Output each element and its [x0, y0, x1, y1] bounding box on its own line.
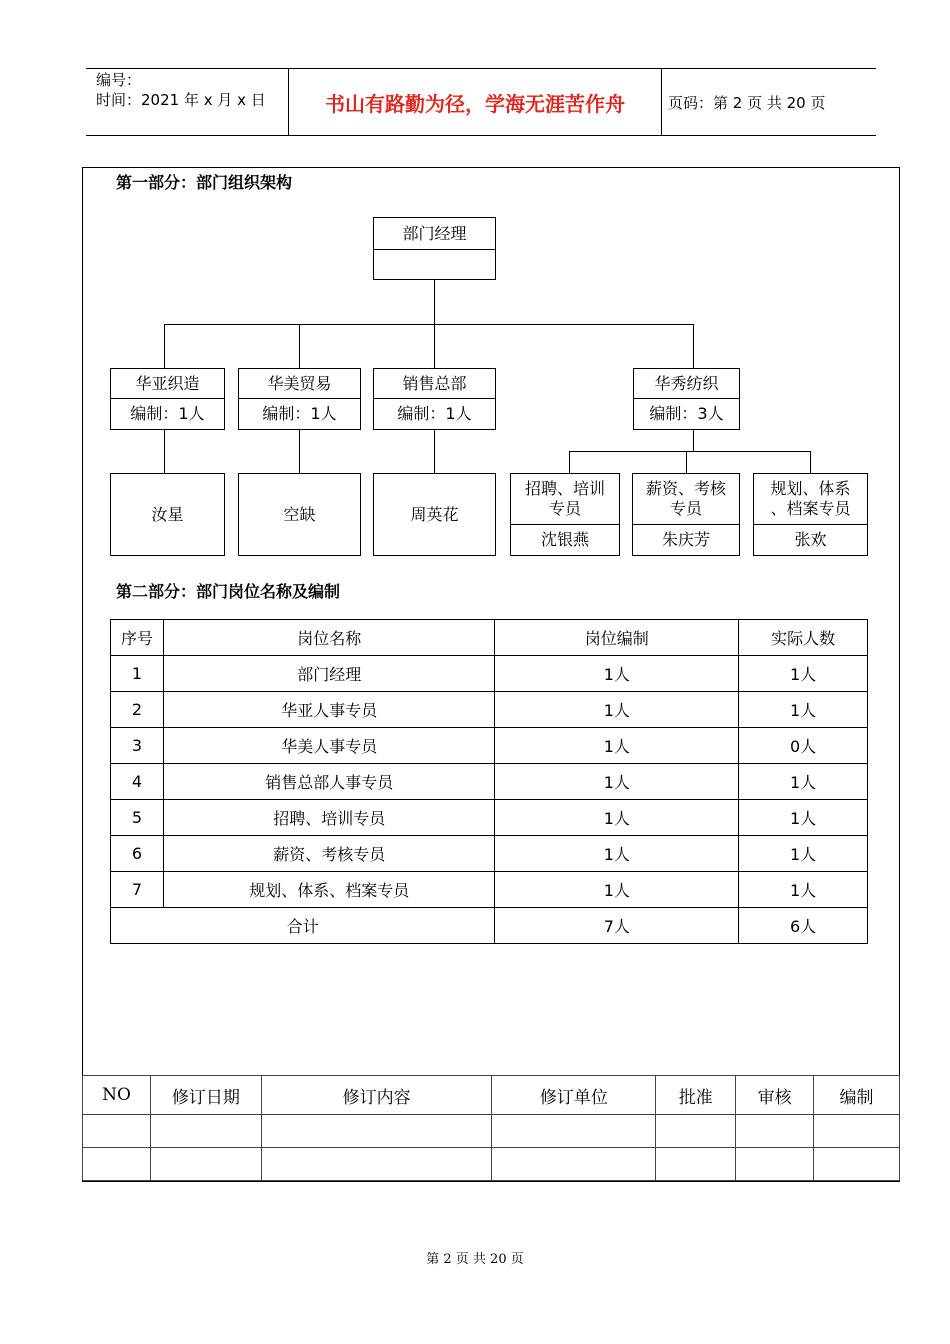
header-divider-2: [661, 68, 662, 135]
cell-seq: 4: [111, 764, 164, 800]
rev-header-prepare: 编制: [814, 1076, 900, 1115]
rev-cell[interactable]: [492, 1115, 656, 1148]
org-staff-name: 汝星: [151, 504, 184, 524]
org-connector-sub3: [810, 451, 811, 474]
table-row: [83, 1148, 900, 1181]
rev-cell[interactable]: [736, 1148, 814, 1181]
org-sub-title: [632, 475, 740, 523]
header-bottom-rule: [86, 135, 876, 136]
org-sub-title-line2: 专员: [548, 499, 581, 518]
cell-seq: 7: [111, 872, 164, 908]
cell-total-quota: 7人: [495, 908, 739, 944]
header-time: 时间：2021 年 x 月 x 日: [96, 91, 266, 109]
rev-header-content: 修订内容: [261, 1076, 492, 1115]
cell-actual: 1人: [739, 872, 868, 908]
org-root-divider: [373, 249, 496, 250]
footer-page-number: 第 2 页 共 20 页: [426, 1252, 524, 1267]
org-connector-b1: [164, 324, 165, 369]
cell-post: 华美人事专员: [163, 728, 495, 764]
rev-cell[interactable]: [261, 1148, 492, 1181]
cell-seq: 2: [111, 692, 164, 728]
org-branch-name: 销售总部: [402, 373, 467, 393]
cell-total-actual: 6人: [739, 908, 868, 944]
org-sub-staff: 朱庆芳: [661, 530, 710, 549]
table-row: [111, 764, 868, 800]
org-sub-title: [753, 475, 868, 523]
org-connector-b4: [693, 324, 694, 369]
cell-post: 薪资、考核专员: [163, 836, 495, 872]
org-connector-b2: [299, 324, 300, 369]
section2-title: 第二部分：部门岗位名称及编制: [116, 582, 341, 601]
org-sub-title-line1: 薪资、考核: [645, 479, 726, 498]
cell-quota: 1人: [495, 692, 739, 728]
table-row: [83, 1115, 900, 1148]
cell-actual: 1人: [739, 656, 868, 692]
cell-actual: 1人: [739, 800, 868, 836]
rev-header-unit: 修订单位: [492, 1076, 656, 1115]
header-divider-1: [288, 68, 289, 135]
rev-header-no: NO: [83, 1076, 151, 1115]
org-sub-title-line2: 、档案专员: [770, 499, 851, 518]
rev-cell[interactable]: [656, 1148, 736, 1181]
org-connector-root: [434, 280, 435, 325]
cell-actual: 1人: [739, 836, 868, 872]
cell-quota: 1人: [495, 728, 739, 764]
post-table: [110, 619, 868, 944]
cell-actual: 1人: [739, 692, 868, 728]
cell-actual: 1人: [739, 764, 868, 800]
header-page-number: 页码：第 2 页 共 20 页: [668, 94, 826, 112]
header-cell: 岗位编制: [495, 620, 739, 656]
org-branch-quota: 编制：1人: [130, 404, 205, 423]
org-branch-quota: 编制：1人: [397, 404, 472, 423]
rev-cell[interactable]: [656, 1115, 736, 1148]
cell-quota: 1人: [495, 656, 739, 692]
cell-quota: 1人: [495, 800, 739, 836]
section1-title: 第一部分：部门组织架构: [116, 173, 293, 192]
revision-table: [82, 1075, 900, 1181]
cell-post: 部门经理: [163, 656, 495, 692]
org-branch-name: 华秀纺织: [654, 373, 719, 393]
cell-post: 招聘、培训专员: [163, 800, 495, 836]
rev-cell[interactable]: [814, 1115, 900, 1148]
table-row: [111, 728, 868, 764]
org-connector-s2: [299, 430, 300, 474]
header-motto: 书山有路勤为径，学海无涯苦作舟: [325, 92, 625, 116]
org-connector-s3: [434, 430, 435, 474]
org-sub-staff: 张欢: [794, 530, 827, 549]
revision-header: [83, 1076, 900, 1115]
cell-quota: 1人: [495, 764, 739, 800]
cell-quota: 1人: [495, 836, 739, 872]
rev-cell[interactable]: [814, 1148, 900, 1181]
rev-cell[interactable]: [83, 1115, 151, 1148]
table-total-row: [111, 908, 868, 944]
cell-post: 销售总部人事专员: [163, 764, 495, 800]
org-root-title: 部门经理: [402, 223, 467, 243]
table-row: [111, 656, 868, 692]
rev-header-approve: 批准: [656, 1076, 736, 1115]
org-connector-s1: [164, 430, 165, 474]
org-sub-title-line1: 规划、体系: [770, 479, 851, 498]
rev-header-review: 审核: [736, 1076, 814, 1115]
cell-post: 华亚人事专员: [163, 692, 495, 728]
org-connector-sub-bus: [569, 451, 811, 452]
org-sub-title-line1: 招聘、培训: [524, 479, 605, 498]
table-row: [111, 836, 868, 872]
org-sub-staff: 沈银燕: [540, 530, 589, 549]
header-top-rule: [86, 68, 876, 69]
rev-header-date: 修订日期: [150, 1076, 261, 1115]
rev-cell[interactable]: [150, 1148, 261, 1181]
org-branch-name: 华美贸易: [267, 373, 332, 393]
table-row: [111, 872, 868, 908]
header-cell: 岗位名称: [163, 620, 495, 656]
header-cell: 实际人数: [739, 620, 868, 656]
cell-quota: 1人: [495, 872, 739, 908]
org-branch-quota: 编制：3人: [649, 404, 724, 423]
cell-seq: 1: [111, 656, 164, 692]
rev-cell[interactable]: [736, 1115, 814, 1148]
rev-cell[interactable]: [261, 1115, 492, 1148]
org-connector-b3: [434, 324, 435, 369]
cell-seq: 5: [111, 800, 164, 836]
header-cell: 序号: [111, 620, 164, 656]
cell-post: 规划、体系、档案专员: [163, 872, 495, 908]
org-sub-title: [510, 475, 620, 523]
table-row: [111, 800, 868, 836]
org-connector-sub2: [686, 451, 687, 474]
org-connector-sub1: [569, 451, 570, 474]
cell-total-label: 合计: [111, 908, 495, 944]
org-staff-name: 空缺: [283, 504, 316, 524]
cell-seq: 6: [111, 836, 164, 872]
org-connector-sub-root: [693, 430, 694, 452]
org-staff-name: 周英花: [410, 504, 459, 524]
rev-cell[interactable]: [492, 1148, 656, 1181]
org-sub-title-line2: 专员: [669, 499, 702, 518]
header-number: 编号：: [96, 71, 142, 89]
org-branch-name: 华亚织造: [135, 373, 200, 393]
org-branch-quota: 编制：1人: [262, 404, 337, 423]
rev-cell[interactable]: [150, 1115, 261, 1148]
cell-actual: 0人: [739, 728, 868, 764]
post-table-header: [111, 620, 868, 656]
table-row: [111, 692, 868, 728]
cell-seq: 3: [111, 728, 164, 764]
rev-cell[interactable]: [83, 1148, 151, 1181]
org-connector-bus: [164, 324, 694, 325]
header-meta: [96, 70, 266, 110]
